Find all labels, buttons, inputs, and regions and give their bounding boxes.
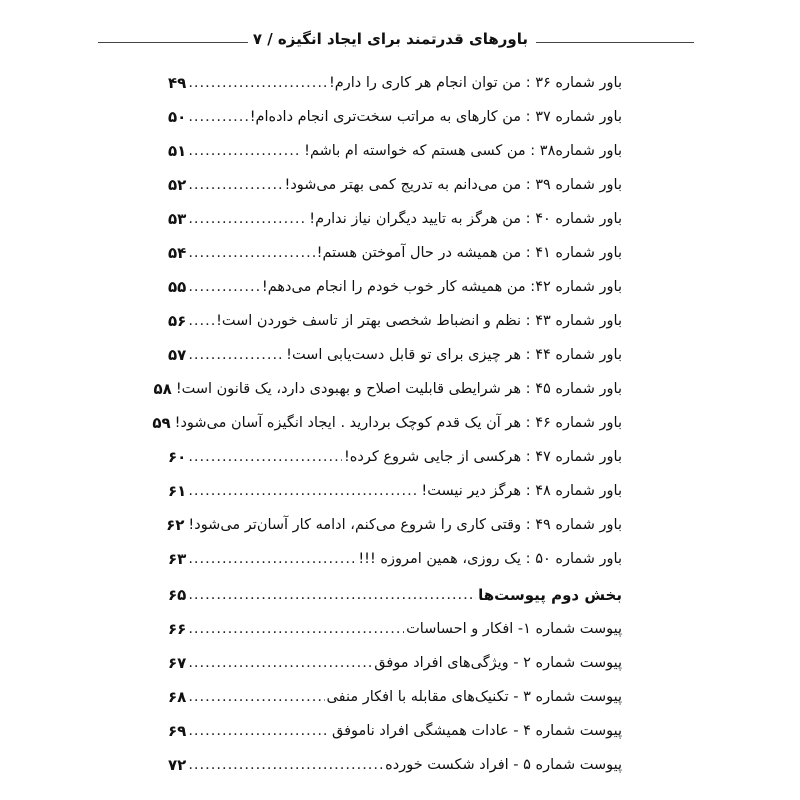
toc-entry <box>168 202 622 236</box>
toc-entry <box>168 474 622 508</box>
toc-entry-page: ۵۴ <box>168 244 187 262</box>
leader-dots <box>188 723 330 739</box>
leader-dots <box>188 483 419 499</box>
toc-entry <box>168 134 622 168</box>
toc-entry-title: پیوست شماره ۵ - افراد شکست خورده <box>385 757 622 773</box>
leader-dots <box>188 143 302 159</box>
leader-dots <box>188 757 383 773</box>
toc-entry-page: ۵۳ <box>168 210 187 228</box>
toc-entry <box>168 236 622 270</box>
toc-section-title: بخش دوم پیوست‌ها <box>478 586 622 604</box>
toc-entry <box>168 714 622 748</box>
leader-dots <box>188 211 307 227</box>
leader-dots <box>188 655 372 671</box>
toc-section-page: ۶۵ <box>168 586 187 604</box>
toc-entry <box>168 66 622 100</box>
toc-entry-page: ۶۲ <box>166 516 185 534</box>
toc-entry-page: ۵۰ <box>168 108 187 126</box>
toc-entry-page: ۵۷ <box>168 346 187 364</box>
leader-dots <box>188 279 260 295</box>
toc-entry <box>168 680 622 714</box>
toc-entry-page: ۶۷ <box>168 654 187 672</box>
toc-entry-page: ۶۰ <box>168 448 187 466</box>
toc-entry-title: باور شماره ۵۰ : یک روزی، همین امروزه !!! <box>358 551 622 567</box>
toc-entry <box>168 542 622 576</box>
header-rule-left <box>98 42 248 43</box>
leader-dots <box>188 551 356 567</box>
leader-dots <box>188 313 214 329</box>
toc-entry-page: ۵۱ <box>168 142 187 160</box>
toc-entry-page: ۵۹ <box>152 414 171 432</box>
toc-entry-title: باور شماره ۴۳ : نظم و انضباط شخصی بهتر از تاسف خوردن است! <box>216 313 622 329</box>
leader-dots <box>188 75 327 91</box>
leader-dots <box>188 621 404 637</box>
leader-dots <box>188 109 247 125</box>
toc-entry-title: باور شماره ۴۶ : هر آن یک قدم کوچک بردارید . ایجاد انگیزه آسان می‌شود! <box>174 415 622 431</box>
page-header <box>0 26 800 60</box>
toc-entry-title: باور شماره ۴۹ : وقتی کاری را شروع می‌کنم، ادامه کار آسان‌تر می‌شود! <box>188 517 622 533</box>
toc-entry-title: باور شماره ۳۹ : من می‌دانم به تدریج کمی بهتر می‌شود! <box>284 177 622 193</box>
toc-entry-page: ۶۳ <box>168 550 187 568</box>
toc-entry-page: ۵۶ <box>168 312 187 330</box>
toc-entry-page: ۵۵ <box>168 278 187 296</box>
toc-entry-page: ۵۸ <box>153 380 172 398</box>
toc-entry-title: باور شماره ۴۰ : من هرگز به تایید دیگران نیاز ندارم! <box>309 211 622 227</box>
leader-dots <box>188 245 314 261</box>
leader-dots <box>188 347 284 363</box>
toc-entry <box>168 100 622 134</box>
leader-dots <box>188 449 342 465</box>
toc-entry-page: ۴۹ <box>168 74 187 92</box>
toc-entry-page: ۷۲ <box>168 756 187 774</box>
toc-entry-title: باور شماره ۳۷ : من کارهای به مراتب سخت‌تری انجام داده‌ام! <box>249 109 622 125</box>
toc-entry-page: ۶۶ <box>168 620 187 638</box>
toc-entry-title: پیوست شماره ۱- افکار و احساسات <box>406 621 622 637</box>
toc-entry <box>152 406 622 440</box>
toc-entry-title: باور شماره ۴۲: من همیشه کار خوب خودم را انجام می‌دهم! <box>261 279 622 295</box>
toc-section-heading <box>168 578 622 612</box>
toc-entry-title: باور شماره ۴۸ : هرگز دیر نیست! <box>421 483 622 499</box>
toc-entry <box>168 612 622 646</box>
toc-entry <box>153 372 622 406</box>
leader-dots <box>188 177 282 193</box>
toc-entry-page: ۶۸ <box>168 688 187 706</box>
toc-entry <box>168 338 622 372</box>
toc-entry <box>168 508 622 542</box>
toc-entry-title: باور شماره ۴۷ : هرکسی از جایی شروع کرده! <box>343 449 622 465</box>
toc-entry <box>168 440 622 474</box>
toc-entry <box>168 748 622 782</box>
running-title: باورهای قدرتمند برای ایجاد انگیزه / ۷ <box>252 30 528 48</box>
toc-entry <box>168 270 622 304</box>
toc-entry-page: ۵۲ <box>168 176 187 194</box>
toc-appendices-list <box>168 578 622 782</box>
toc-entry-title: باور شماره ۴۴ : هر چیزی برای تو قابل دست‌یابی است! <box>286 347 622 363</box>
toc-entry-page: ۶۱ <box>168 482 187 500</box>
toc-entry <box>168 168 622 202</box>
toc-entry-title: پیوست شماره ۳ - تکنیک‌های مقابله با افکار منفی <box>326 689 622 705</box>
toc-entry-title: باور شماره ۴۵ : هر شرایطی قابلیت اصلاح و بهبودی دارد، یک قانون است! <box>175 381 622 397</box>
toc-beliefs-list <box>152 66 622 576</box>
toc-entry-page: ۶۹ <box>168 722 187 740</box>
header-rule-right <box>536 42 694 43</box>
toc-entry-title: باور شماره۳۸ : من کسی هستم که خواسته ام باشم! <box>304 143 622 159</box>
leader-dots <box>188 689 324 705</box>
toc-entry-title: باور شماره ۳۶ : من توان انجام هر کاری را دارم! <box>328 75 622 91</box>
toc-entry-title: باور شماره ۴۱ : من همیشه در حال آموختن هستم! <box>316 245 622 261</box>
toc-entry <box>168 646 622 680</box>
leader-dots <box>188 587 476 603</box>
toc-entry-title: پیوست شماره ۲ - ویژگی‌های افراد موفق <box>374 655 622 671</box>
toc-entry-title: پیوست شماره ۴ - عادات همیشگی افراد ناموفق <box>332 723 622 739</box>
toc-entry <box>168 304 622 338</box>
